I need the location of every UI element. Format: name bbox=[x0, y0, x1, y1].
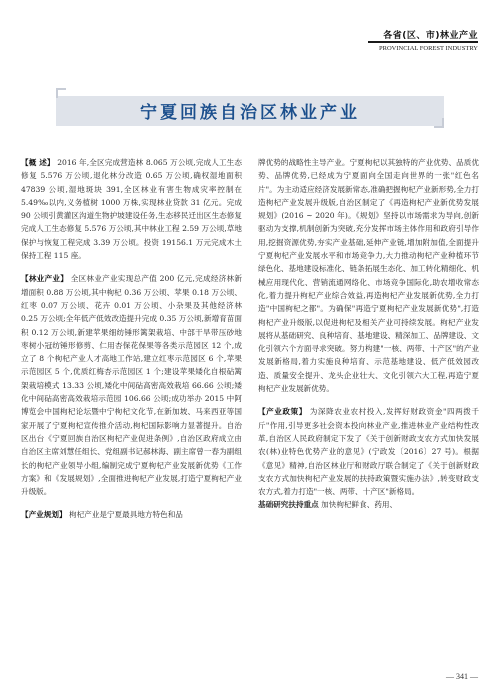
industry-policy-tag: 【产业政策】 bbox=[258, 407, 307, 417]
section-header-title: 各省(区、市)林业产业 bbox=[383, 31, 478, 41]
basic-research-heading: 基础研究扶持重点 bbox=[258, 500, 319, 510]
forestry-industry-tag: 【林业产业】 bbox=[21, 274, 69, 284]
article-title: 宁夏回族自治区林业产业 bbox=[140, 103, 360, 123]
planning-continued-text: 牌优势的战略性主导产业。宁夏枸杞以其独特的产业优势、品质优势、品牌优势,已经成为宁夏面向全国走向世界的一张"红色名片"。为主动适应经济发展新常态,准确把握枸杞产业新形势,全力打造枸杞产业发展升级版,自治区制定了《再造枸杞产业新优势发展规划》(2016 ~ 2020 年)。《规划》坚持以市场需求为导向,创新驱动为支撑,机制创新为突破,充分发挥市场主体作用和政府引导作用,挖掘资源优势,夯实产业基础,延伸产业链,增加附加值,全面提升宁夏枸杞产业发展水平和市场竞争力,大力推动枸杞产业种植环节绿色化、基地建设标准化、链条拓展生态化、加工转化精细化、机械应用现代化、营销流通网络化、市场竞争国际化,助农增收常态化,着力提升枸杞产业综合效益,再造枸杞产业发展新优势,全力打造"中国枸杞之都"。为确保"再造宁夏枸杞产业发展新优势",打造枸杞产业升级版,以促进枸杞及相关产业可持续发展。枸杞产业发展将从基础研究、良种培育、基地建设、精深加工、品牌建设、文化引领六个方面寻求突破。努力构建"一核、两带、十产区"的产业发展新格局,着力实施良种培育、示范基地建设、低产低效园改造、质量安全提升、龙头企业壮大、文化引领六大工程,再造宁夏枸杞产业发展新优势。 bbox=[258, 158, 479, 394]
industry-policy-paragraph bbox=[258, 405, 479, 498]
forestry-industry-paragraph bbox=[21, 272, 242, 498]
basic-research-paragraph bbox=[258, 498, 479, 511]
left-column bbox=[21, 156, 242, 522]
page-number: — 341 — bbox=[446, 672, 478, 681]
industry-planning-text: 枸杞产业是宁夏最具地方特色和品 bbox=[68, 510, 183, 520]
forestry-industry-text: 全区林业产业实现总产值 200 亿元,完成经济林新增面积 0.88 万公顷,其中枸杞 0.36 万公顷、苹果 0.18 万公顷、红枣 0.07 万公顷、花卉 0.01 万公顷、小杂果及其他经济林 0.25 万公顷;全年低产低效改造提升完成 0.35 万公顷,新增育苗面积 0.12 万公顷,新建苹果细纺锤形篱架栽培、中部干旱带压砂地枣树小冠纺锤形修剪、仁用杏保花保果等各类示范园区 12 个,成立了 8 个枸杞产业人才高地工作站,建立红枣示范园区 6 个,苹果示范园区 5 个,优质红梅杏示范园区 1 个;建设苹果矮化自根砧篱架栽培模式 13.33 公顷,矮化中间砧高密高效栽培 66.66 公顷;矮化中间砧高密高效栽培示范园 106.66 公顷;成功举办 2015 中阿博览会中国枸杞论坛暨中宁枸杞文化节,在新加坡、马来西亚等国家开展了宁夏枸杞宣传推介活动,枸杞国际影响力显著提升。自治区出台《宁夏回族自治区枸杞产业促进条例》,自治区政府成立由自治区主席刘慧任组长、党组副书记郝林海、副主席曾一春为副组长的枸杞产业领导小组,编制完成宁夏枸杞产业发展新优势《工作方案》和《发展规划》,全面推进枸杞产业发展,打造宁夏枸杞产业升级版。 bbox=[21, 274, 242, 497]
overview-paragraph bbox=[21, 156, 242, 262]
header-divider bbox=[368, 41, 478, 43]
overview-tag: 【概 述】 bbox=[21, 158, 55, 167]
industry-planning-tag: 【产业规划】 bbox=[21, 510, 67, 520]
industry-policy-text: 为深降农业农村投入,发挥好财政资金"四两拨千斤"作用,引导更多社会资本投向林业产业,推进林业产业结构性改革,自治区人民政府制定下发了《关于创新财政支农方式加快发展农(林)业特色优势产业的意见》(宁政发〔2016〕27 号)。根据《意见》精神,自治区林业厅和财政厅联合制定了《关于创新财政支农方式加快枸杞产业发展的扶持政策暨实施办法》,转变财政支农方式,着力打造"一核、两带、十产区"新格局。 bbox=[258, 407, 480, 497]
overview-text: 2016 年,全区完成营造林 8.065 万公顷,完成人工生态修复 5.576 万公顷,退化林分改造 0.65 万公顷,确权湿地面积 47839 公顷,湿地斑块 391,全区林业有害生物成灾率控制在 5.49‰以内,义务植树 1000 万株,实现林业贷款 31 亿元。完成 90 公顷引黄灌区沟道生物护坡建设任务,生态移民迁出区生态修复完成人工生态修复 5.576 万公顷,其中林业工程 2.59 万公顷,草地保护与恢复工程完成 3.39 万公顷。投资 19156.1 万元完成木土保持工程 115 座。 bbox=[21, 158, 242, 261]
right-column bbox=[258, 156, 479, 512]
section-header-subtitle: PROVINCIAL FOREST INDUSTRY bbox=[379, 45, 478, 52]
planning-continued-paragraph bbox=[258, 156, 479, 395]
article-title-banner bbox=[56, 88, 444, 132]
industry-planning-paragraph bbox=[21, 508, 242, 521]
basic-research-text: 加快枸杞鲜食、药用、 bbox=[321, 500, 398, 510]
